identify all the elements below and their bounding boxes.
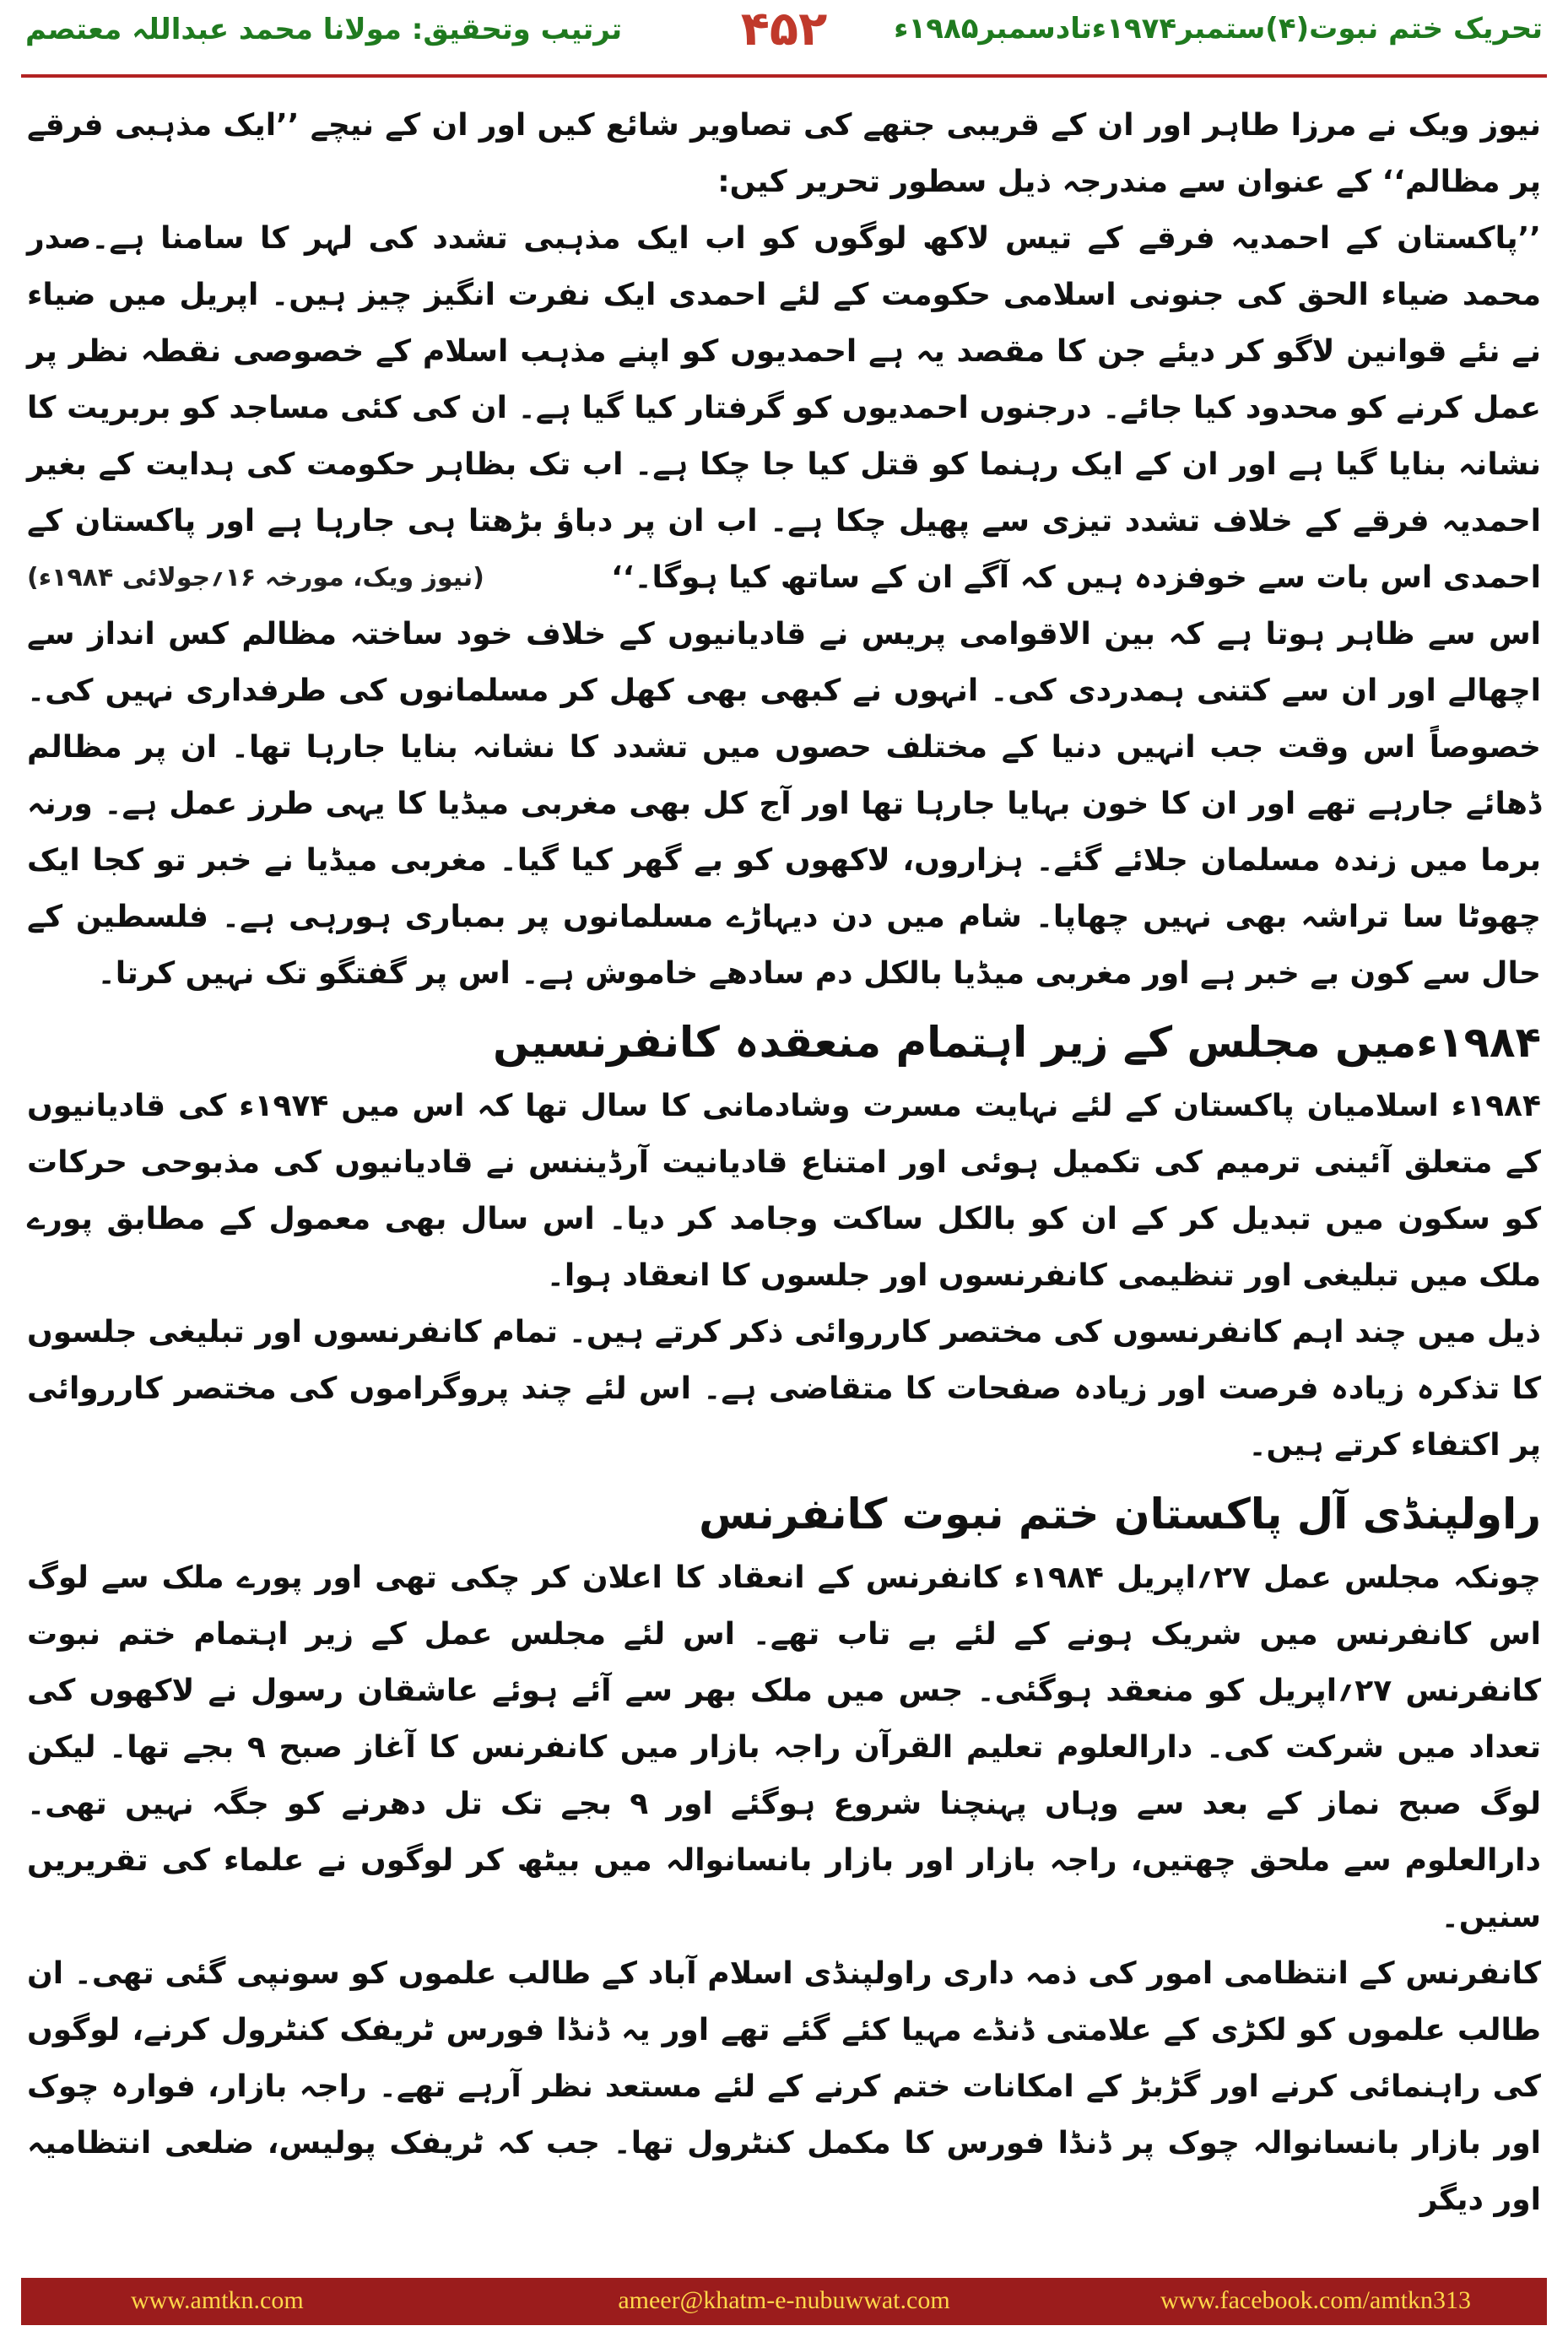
- section-heading-rawalpindi: راولپنڈی آل پاکستان ختم نبوت کانفرنس: [699, 1490, 1541, 1539]
- footer-email-link[interactable]: ameer@khatm-e-nubuwwat.com: [618, 2286, 950, 2314]
- quote-text: ’’پاکستان کے احمدیہ فرقے کے تیس لاکھ لوگوں کو اب ایک مذہبی تشدد کی لہر کا سامنا ہے۔صدر محمد ضیاء الحق کی جنونی اسلامی حکومت کے لئے احمدی ایک نفرت انگیز چیز ہیں۔ اپریل میں ضیاء نے نئے قوانین لاگو کر دیئے جن کا مقصد یہ ہے احمدیوں کو اپنے مذہب اسلام کے خصوصی نقطہ نظر پر عمل کرنے کو محدود کیا جائے۔ درجنوں احمدیوں کو گرفتار کیا گیا ہے۔ ان کی کئی مساجد کو بربریت کا نشانہ بنایا گیا ہے اور ان کے ایک رہنما کو قتل کیا جا چکا ہے۔ اب تک بظاہر حکومت کی ہدایت کے بغیر احمدیہ فرقے کے خلاف تشدد تیزی سے پھیل چکا ہے۔ اب ان پر دباؤ بڑھتا ہی جارہا ہے اور پاکستان کے احمدی اس بات سے خوفزدہ ہیں کہ آگے ان کے ساتھ کیا ہوگا۔‘‘: [27, 221, 1541, 595]
- header-divider: [21, 74, 1547, 78]
- paragraph-arrangements: کانفرنس کے انتظامی امور کی ذمہ داری راولپنڈی اسلام آباد کے طالب علموں کو سونپی گئی تھی۔ ان طالب علموں کو لکڑی کے علامتی ڈنڈے مہیا کئے گئے تھے اور یہ ڈنڈا فورس ٹریفک کنٹرول کرنے، لوگوں کی راہنمائی کرنے اور گڑبڑ کے امکانات ختم کرنے کے لئے مستعد نظر آرہے تھے۔ راجہ بازار، فوارہ چوک اور بازار بانسانوالہ چوک پر ڈنڈا فورس کا مکمل کنٹرول تھا۔ جب کہ ٹریفک پولیس، ضلعی انتظامیہ اور دیگر: [27, 1956, 1541, 2217]
- paragraph-1984: ۱۹۸۴ء اسلامیان پاکستان کے لئے نہایت مسرت وشادمانی کا سال تھا کہ اس میں ۱۹۷۴ء کی قادیانیوں کے متعلق آئینی ترمیم کی تکمیل ہوئی اور امتناع قادیانیت آرڈیننس نے قادیانیوں کی مذبوحی حرکات کو سکون میں تبدیل کر کے ان کو بالکل ساکت وجامد کر دیا۔ اس سال بھی معمول کے مطابق پورے ملک میں تبلیغی اور تنظیمی کانفرنسوں اور جلسوں کا انعقاد ہوا۔: [27, 1089, 1541, 1293]
- quote-reference: (نیوز ویک، مورخہ ۱۶؍جولائی ۱۹۸۴ء): [27, 563, 484, 592]
- compiler-credit: ترتیب وتحقیق: مولانا محمد عبداللہ معتصم: [25, 13, 623, 46]
- footer-facebook-link[interactable]: www.facebook.com/amtkn313: [1160, 2286, 1471, 2314]
- paragraph-intro: نیوز ویک نے مرزا طاہر اور ان کے قریبی جتھے کی تصاویر شائع کیں اور ان کے نیچے ’’ایک مذہبی فرقے پر مظالم‘‘ کے عنوان سے مندرجہ ذیل سطور تحریر کیں:: [27, 108, 1541, 199]
- page-number: ۴۵۲: [740, 2, 828, 57]
- section-heading-conferences: ۱۹۸۴ءمیں مجلس کے زیر اہتمام منعقدہ کانفرنسیں: [493, 1018, 1541, 1067]
- footer-website-link[interactable]: www.amtkn.com: [131, 2286, 304, 2314]
- series-title: تحریک ختم نبوت(۴)ستمبر۱۹۷۴ءتادسمبر۱۹۸۵ء: [894, 12, 1543, 46]
- paragraph-rawalpindi: چونکہ مجلس عمل ۲۷؍اپریل ۱۹۸۴ء کانفرنس کے انعقاد کا اعلان کر چکی تھی اور پورے ملک سے لوگ اس کانفرنس میں شریک ہونے کے لئے بے تاب تھے۔ اس لئے مجلس عمل کے زیر اہتمام ختم نبوت کانفرنس ۲۷؍اپریل کو منعقد ہوگئی۔ جس میں ملک بھر سے آئے ہوئے عاشقان رسول نے لاکھوں کی تعداد میں شرکت کی۔ دارالعلوم تعلیم القرآن راجہ بازار میں کانفرنس کا آغاز صبح ۹ بجے تھا۔ لیکن لوگ صبح نماز کے بعد سے وہاں پہنچنا شروع ہوگئے اور ۹ بجے تک تل دھرنے کو جگہ نہیں تھی۔ دارالعلوم سے ملحق چھتیں، راجہ بازار اور بازار بانسانوالہ میں بیٹھ کر لوگوں نے علماء کی تقریریں سنیں۔: [27, 1560, 1542, 1934]
- page-footer: [21, 2278, 1547, 2325]
- page-header: [0, 0, 1568, 76]
- page-body: [27, 97, 1541, 2249]
- paragraph-quote: [27, 210, 1541, 606]
- paragraph-summary-note: ذیل میں چند اہم کانفرنسوں کی مختصر کارروائی ذکر کرتے ہیں۔ تمام کانفرنسوں اور تبلیغی جلسوں کا تذکرہ زیادہ فرصت اور زیادہ صفحات کا متقاضی ہے۔ اس لئے چند پروگراموں کی مختصر کارروائی پر اکتفاء کرتے ہیں۔: [27, 1315, 1541, 1463]
- paragraph-commentary: اس سے ظاہر ہوتا ہے کہ بین الاقوامی پریس نے قادیانیوں کے خلاف خود ساختہ مظالم کس انداز سے اچھالے اور ان سے کتنی ہمدردی کی۔ انہوں نے کبھی بھی کھل کر مسلمانوں کی طرفداری نہیں کی۔ خصوصاً اس وقت جب انہیں دنیا کے مختلف حصوں میں تشدد کا نشانہ بنایا جارہا تھا۔ ان پر مظالم ڈھائے جارہے تھے اور ان کا خون بہایا جارہا تھا اور آج کل بھی مغربی میڈیا کا یہی طرز عمل ہے۔ ورنہ برما میں زندہ مسلمان جلائے گئے۔ ہزاروں، لاکھوں کو بے گھر کیا گیا۔ مغربی میڈیا نے خبر تو کجا ایک چھوٹا سا تراشہ بھی نہیں چھاپا۔ شام میں دن دیہاڑے مسلمانوں پر بمباری ہورہی ہے۔ فلسطین کے حال سے کون بے خبر ہے اور مغربی میڈیا بالکل دم سادھے خاموش ہے۔ اس پر گفتگو تک نہیں کرتا۔: [27, 617, 1541, 991]
